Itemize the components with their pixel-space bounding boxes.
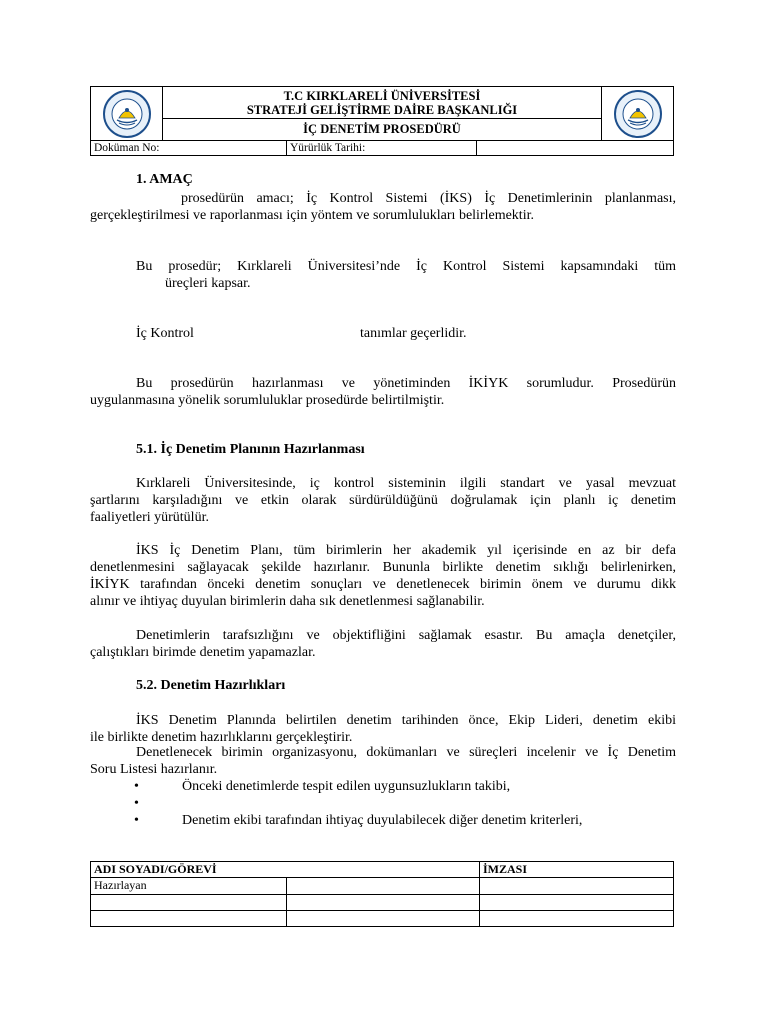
paragraph-fragment: İç Kontrol	[136, 326, 194, 341]
header-meta-row	[91, 140, 673, 155]
header-logo-left	[91, 87, 163, 140]
document-title: İÇ DENETİM PROSEDÜRÜ	[303, 122, 461, 136]
bullet-icon: •	[134, 813, 139, 828]
doc-no-label: Doküman No:	[91, 141, 287, 156]
bullet-text: Denetim ekibi tarafından ihtiyaç duyulabilecek diğer denetim kriterleri,	[182, 813, 583, 828]
paragraph-line: gerçekleştirilmesi ve raporlanması için yöntem ve sorumlulukları belirlemektir.	[90, 208, 534, 223]
signature-table	[90, 861, 674, 927]
name-title-header: ADI SOYADI/GÖREVİ	[91, 862, 480, 878]
table-cell	[480, 910, 674, 926]
bullet-text: Önceki denetimlerde tespit edilen uygunsuzlukların takibi,	[182, 779, 511, 794]
table-cell	[480, 894, 674, 910]
paragraph-line: üreçleri kapsar.	[165, 276, 251, 291]
paragraph-fragment: tanımlar geçerlidir.	[360, 326, 467, 341]
table-cell	[287, 894, 480, 910]
table-cell	[91, 894, 287, 910]
paragraph-line: alınır ve ihtiyaç duyulan birimlerin daha sık denetlenmesi sağlanabilir.	[90, 594, 485, 609]
bullet-icon: •	[134, 779, 139, 794]
paragraph-line: İKİYK tarafından önceki denetim sonuçları ve denetlenecek birimin önem ve durumu dikk	[90, 577, 676, 592]
paragraph-line: prosedürün amacı; İç Kontrol Sistemi (İKS) İç Denetimlerinin planlanması,	[181, 191, 676, 206]
header-title-box	[163, 87, 601, 119]
table-row	[91, 894, 674, 910]
table-cell	[91, 910, 287, 926]
paragraph-line: Denetlenecek birimin organizasyonu, dokümanları ve süreçleri incelenir ve İç Denetim	[136, 745, 676, 760]
paragraph-line: çalıştıkları birimde denetim yapamazlar.	[90, 645, 316, 660]
bullet-icon: •	[134, 796, 139, 811]
section-1-heading: 1. AMAÇ	[136, 172, 193, 187]
paragraph-line: Bu prosedürün hazırlanması ve yönetiminden İKİYK sorumludur. Prosedürün	[136, 376, 676, 391]
paragraph-line: şartlarını karşıladığını ve etkin olarak sürdürüldüğünü doğrulamak için planlı iç denetim	[90, 493, 676, 508]
university-name: T.C KIRKLARELİ ÜNİVERSİTESİ	[283, 89, 481, 103]
signature-header: İMZASI	[480, 862, 674, 878]
effective-date-label: Yürürlük Tarihi:	[287, 141, 477, 156]
paragraph-line: Bu prosedür; Kırklareli Üniversitesi’nde İç Kontrol Sistemi kapsamındaki tüm	[136, 259, 676, 274]
paragraph-line: ile birlikte denetim hazırlıklarını gerçekleştirir.	[90, 730, 353, 745]
paragraph-line: uygulanmasına yönelik sorumluluklar prosedürde belirtilmiştir.	[90, 393, 445, 408]
table-cell	[287, 910, 480, 926]
table-row	[91, 878, 674, 894]
department-name: STRATEJİ GELİŞTİRME DAİRE BAŞKANLIĞI	[246, 103, 518, 117]
table-cell	[287, 878, 480, 894]
section-5-1-heading: 5.1. İç Denetim Planının Hazırlanması	[136, 442, 365, 457]
university-seal-icon	[102, 89, 152, 139]
paragraph-line: Denetimlerin tarafsızlığını ve objektifliğini sağlamak esastır. Bu amaçla denetçiler,	[136, 628, 676, 643]
paragraph-line: İKS Denetim Planında belirtilen denetim tarihinden önce, Ekip Lideri, denetim ekibi	[136, 713, 676, 728]
paragraph-line: faaliyetleri yürütülür.	[90, 510, 209, 525]
prepared-by-label: Hazırlayan	[91, 878, 287, 894]
table-row	[91, 910, 674, 926]
table-row	[91, 862, 674, 878]
paragraph-line: Soru Listesi hazırlanır.	[90, 762, 218, 777]
paragraph-line: İKS İç Denetim Planı, tüm birimlerin her akademik yıl içerisinde en az bir defa	[136, 543, 676, 558]
header-table	[90, 86, 674, 156]
header-logo-right	[601, 87, 673, 140]
paragraph-line: Kırklareli Üniversitesinde, iç kontrol sisteminin ilgili standart ve yasal mevzuat	[136, 476, 676, 491]
paragraph-line: denetlenmesini sağlayacak şekilde hazırlanır. Bununla birlikte denetim sıklığı belirlenirken,	[90, 560, 676, 575]
table-cell	[480, 878, 674, 894]
section-5-2-heading: 5.2. Denetim Hazırlıkları	[136, 678, 286, 693]
meta-empty-cell	[477, 141, 673, 156]
university-seal-icon	[613, 89, 663, 139]
